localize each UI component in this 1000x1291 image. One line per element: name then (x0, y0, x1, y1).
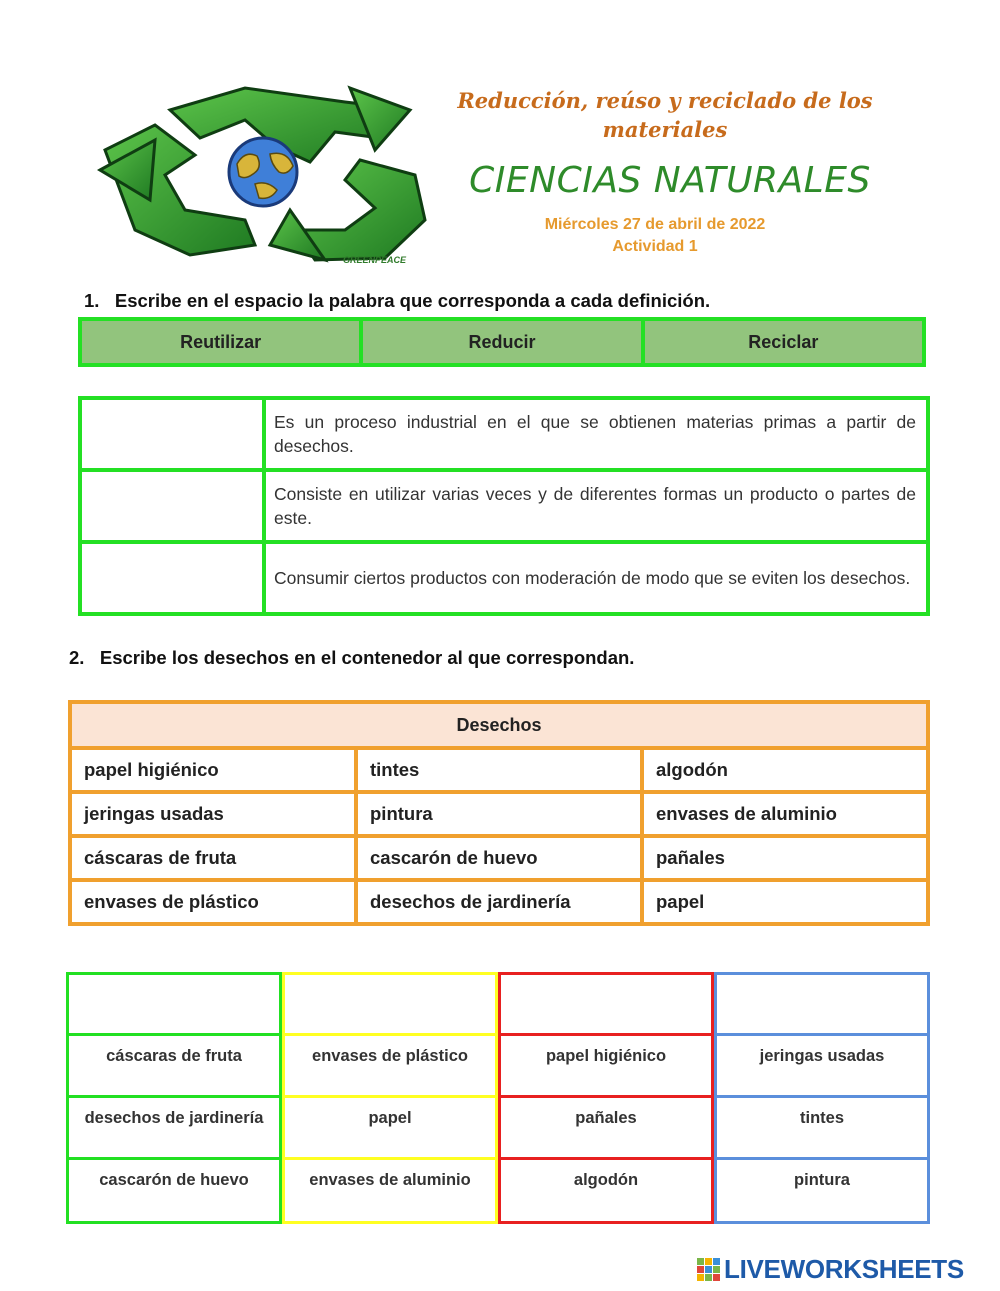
definition-row (80, 470, 928, 542)
container-item: cáscaras de fruta (66, 1036, 282, 1098)
liveworksheets-brand: LIVEWORKSHEETS (724, 1254, 964, 1284)
answer-field[interactable] (80, 470, 264, 542)
waste-item[interactable]: cáscaras de fruta (70, 836, 356, 880)
container-label-field[interactable] (714, 972, 930, 1036)
table-row (70, 836, 928, 880)
waste-table-header: Desechos (70, 702, 928, 748)
worksheet-subtitle (455, 86, 875, 144)
recycling-logo (95, 80, 435, 270)
word-reducir[interactable]: Reducir (361, 319, 642, 365)
definition-text: Consiste en utilizar varias veces y de diferentes formas un producto o partes de este. (264, 470, 928, 542)
logo-caption: GREENPEACE (343, 255, 407, 265)
waste-item[interactable]: pañales (642, 836, 928, 880)
table-row (70, 792, 928, 836)
answer-field[interactable] (80, 542, 264, 614)
liveworksheets-icon (697, 1258, 721, 1282)
waste-item[interactable]: papel (642, 880, 928, 924)
table-row (70, 880, 928, 924)
container-item: papel higiénico (498, 1036, 714, 1098)
container-item: tintes (714, 1098, 930, 1160)
question-2-heading: 2. Escribe los desechos en el contenedor al que correspondan. (69, 647, 635, 668)
container-item: pañales (498, 1098, 714, 1160)
definitions-table (78, 396, 930, 616)
definition-text: Consumir ciertos productos con moderación de modo que se eviten los desechos. (264, 542, 928, 614)
definition-row (80, 398, 928, 470)
waste-item[interactable]: jeringas usadas (70, 792, 356, 836)
waste-item[interactable]: envases de plástico (70, 880, 356, 924)
waste-item[interactable]: tintes (356, 748, 642, 792)
container-item: cascarón de huevo (66, 1160, 282, 1224)
container-label-field[interactable] (498, 972, 714, 1036)
container-item: envases de plástico (282, 1036, 498, 1098)
subtitle-line-2: materiales (602, 117, 728, 142)
waste-item[interactable]: envases de aluminio (642, 792, 928, 836)
word-reutilizar[interactable]: Reutilizar (80, 319, 361, 365)
container-column (282, 972, 498, 1224)
container-item: papel (282, 1098, 498, 1160)
waste-table (68, 700, 930, 926)
date-text: Miércoles 27 de abril de 2022 (544, 216, 766, 233)
container-item: algodón (498, 1160, 714, 1224)
waste-item[interactable]: cascarón de huevo (356, 836, 642, 880)
container-label-field[interactable] (66, 972, 282, 1036)
subtitle-line-1: Reducción, reúso y reciclado de los (457, 88, 873, 113)
waste-item[interactable]: papel higiénico (70, 748, 356, 792)
waste-item[interactable]: algodón (642, 748, 928, 792)
container-column (66, 972, 282, 1224)
page-title: CIENCIAS NATURALES (469, 160, 871, 201)
container-column (498, 972, 714, 1224)
answer-field[interactable] (80, 398, 264, 470)
container-item: pintura (714, 1160, 930, 1224)
container-item: jeringas usadas (714, 1036, 930, 1098)
containers-grid (66, 972, 930, 1224)
waste-item[interactable]: pintura (356, 792, 642, 836)
definition-row (80, 542, 928, 614)
question-1-heading: 1. Escribe en el espacio la palabra que corresponda a cada definición. (84, 290, 711, 311)
container-item: envases de aluminio (282, 1160, 498, 1224)
container-column (714, 972, 930, 1224)
definition-text: Es un proceso industrial en el que se obtienen materias primas a partir de desechos. (264, 398, 928, 470)
container-item: desechos de jardinería (66, 1098, 282, 1160)
date-block (455, 214, 855, 258)
word-bank-1 (78, 317, 926, 367)
table-row (70, 748, 928, 792)
waste-item[interactable]: desechos de jardinería (356, 880, 642, 924)
activity-text: Actividad 1 (612, 238, 698, 255)
word-reciclar[interactable]: Reciclar (643, 319, 924, 365)
container-label-field[interactable] (282, 972, 498, 1036)
